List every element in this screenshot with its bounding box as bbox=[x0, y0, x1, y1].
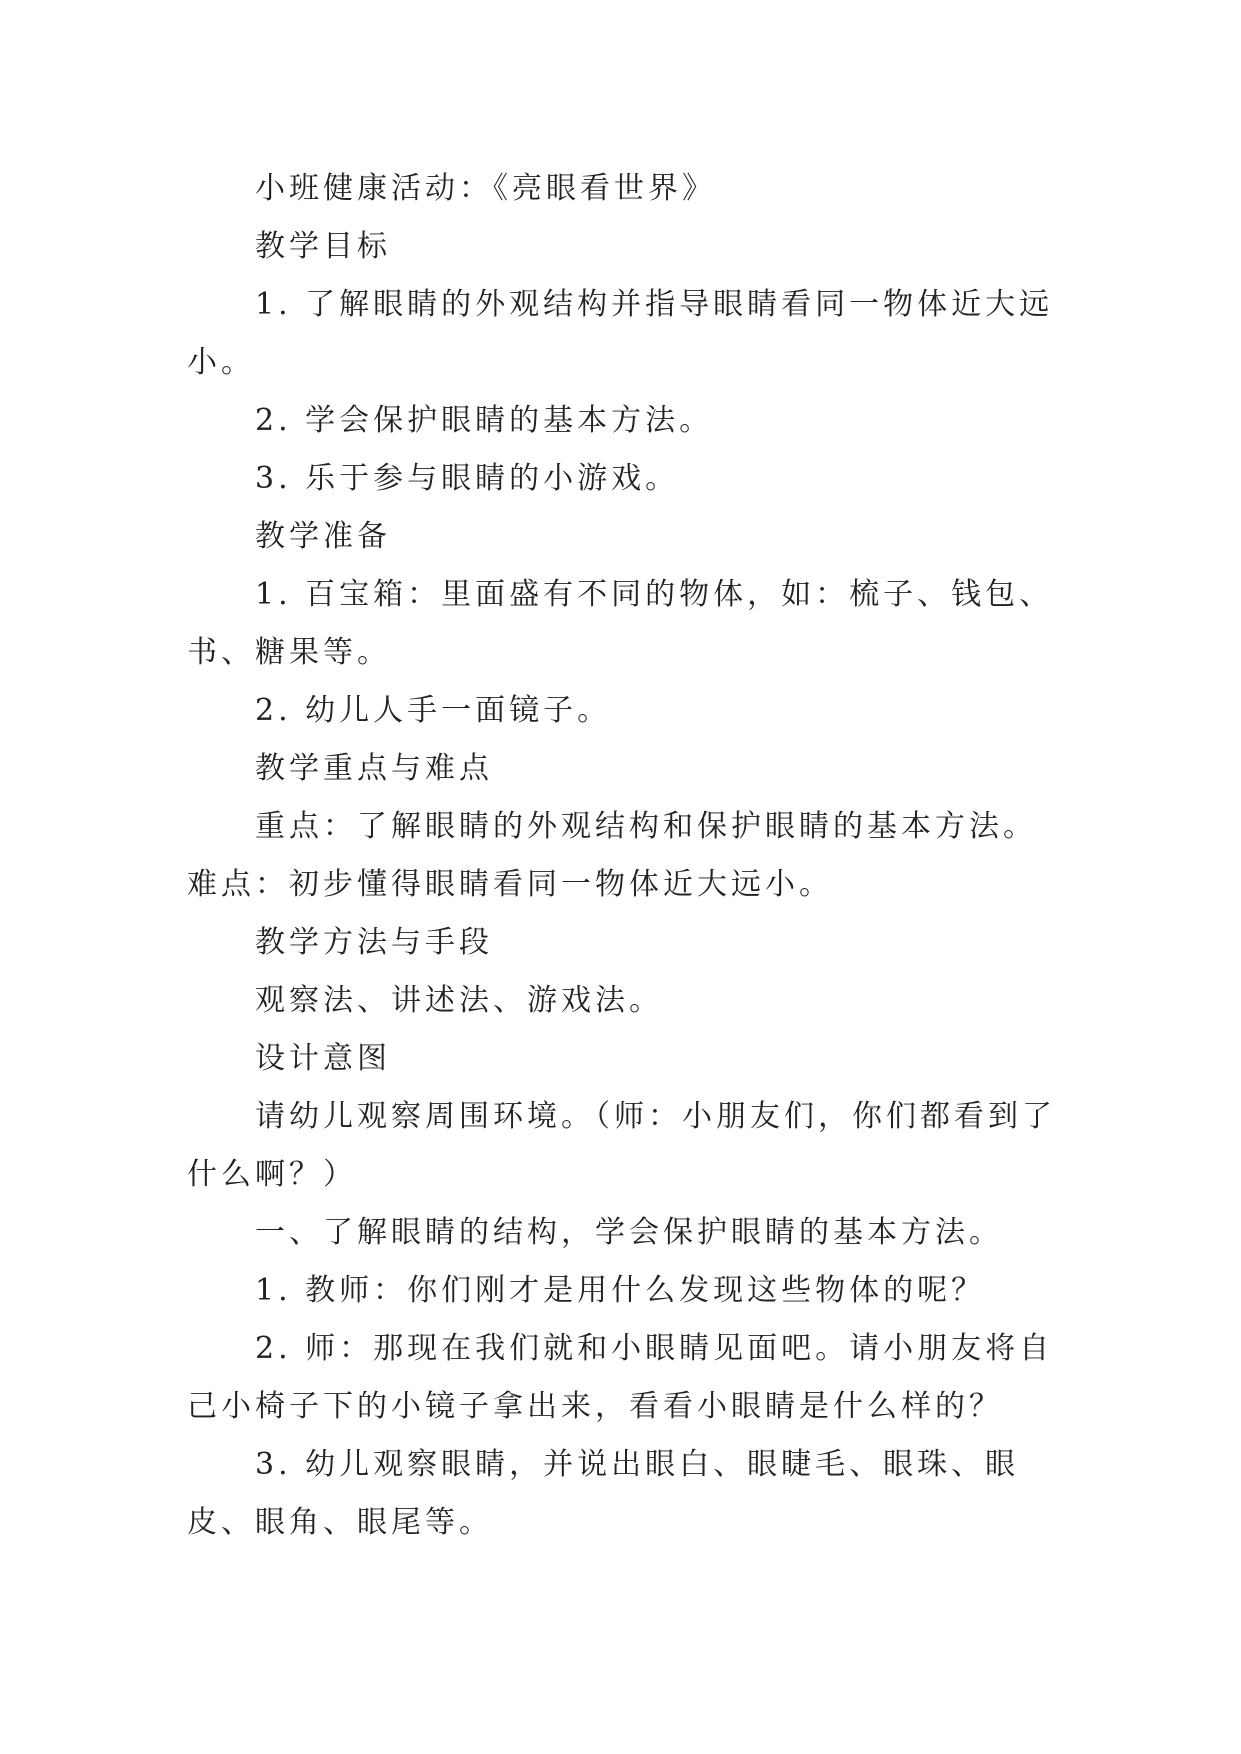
heading-teaching-goals: 教学目标 bbox=[255, 229, 391, 264]
section-one-item-2: 2. 师：那现在我们就和小眼睛见面吧。请小朋友将自己小椅子下的小镜子拿出来，看看小眼睛是什么样的？ bbox=[187, 1331, 1054, 1424]
goal-item-2: 2. 学会保护眼睛的基本方法。 bbox=[255, 403, 714, 438]
document-body bbox=[187, 160, 1067, 1552]
methods-text: 观察法、讲述法、游戏法。 bbox=[255, 983, 663, 1018]
heading-design-intent: 设计意图 bbox=[255, 1041, 391, 1076]
heading-methods: 教学方法与手段 bbox=[255, 925, 493, 960]
heading-key-points: 教学重点与难点 bbox=[255, 751, 493, 786]
design-intent-text: 请幼儿观察周围环境。（师：小朋友们，你们都看到了什么啊？） bbox=[187, 1099, 1056, 1192]
goal-item-1: 1. 了解眼睛的外观结构并指导眼睛看同一物体近大远小。 bbox=[187, 287, 1054, 380]
section-one-item-1: 1. 教师：你们刚才是用什么发现这些物体的呢？ bbox=[255, 1273, 986, 1308]
heading-teaching-preparation: 教学准备 bbox=[255, 519, 391, 554]
preparation-item-2: 2. 幼儿人手一面镜子。 bbox=[255, 693, 612, 728]
goal-item-3: 3. 乐于参与眼睛的小游戏。 bbox=[255, 461, 680, 496]
preparation-item-1: 1. 百宝箱：里面盛有不同的物体，如：梳子、钱包、书、糖果等。 bbox=[187, 577, 1054, 670]
section-one-item-3: 3. 幼儿观察眼睛，并说出眼白、眼睫毛、眼珠、眼皮、眼角、眼尾等。 bbox=[187, 1447, 1020, 1540]
document-title: 小班健康活动：《亮眼看世界》 bbox=[255, 171, 716, 206]
key-points-text: 重点：了解眼睛的外观结构和保护眼睛的基本方法。难点：初步懂得眼睛看同一物体近大远小。 bbox=[187, 809, 1037, 902]
section-one-heading: 一、了解眼睛的结构，学会保护眼睛的基本方法。 bbox=[255, 1215, 1003, 1250]
